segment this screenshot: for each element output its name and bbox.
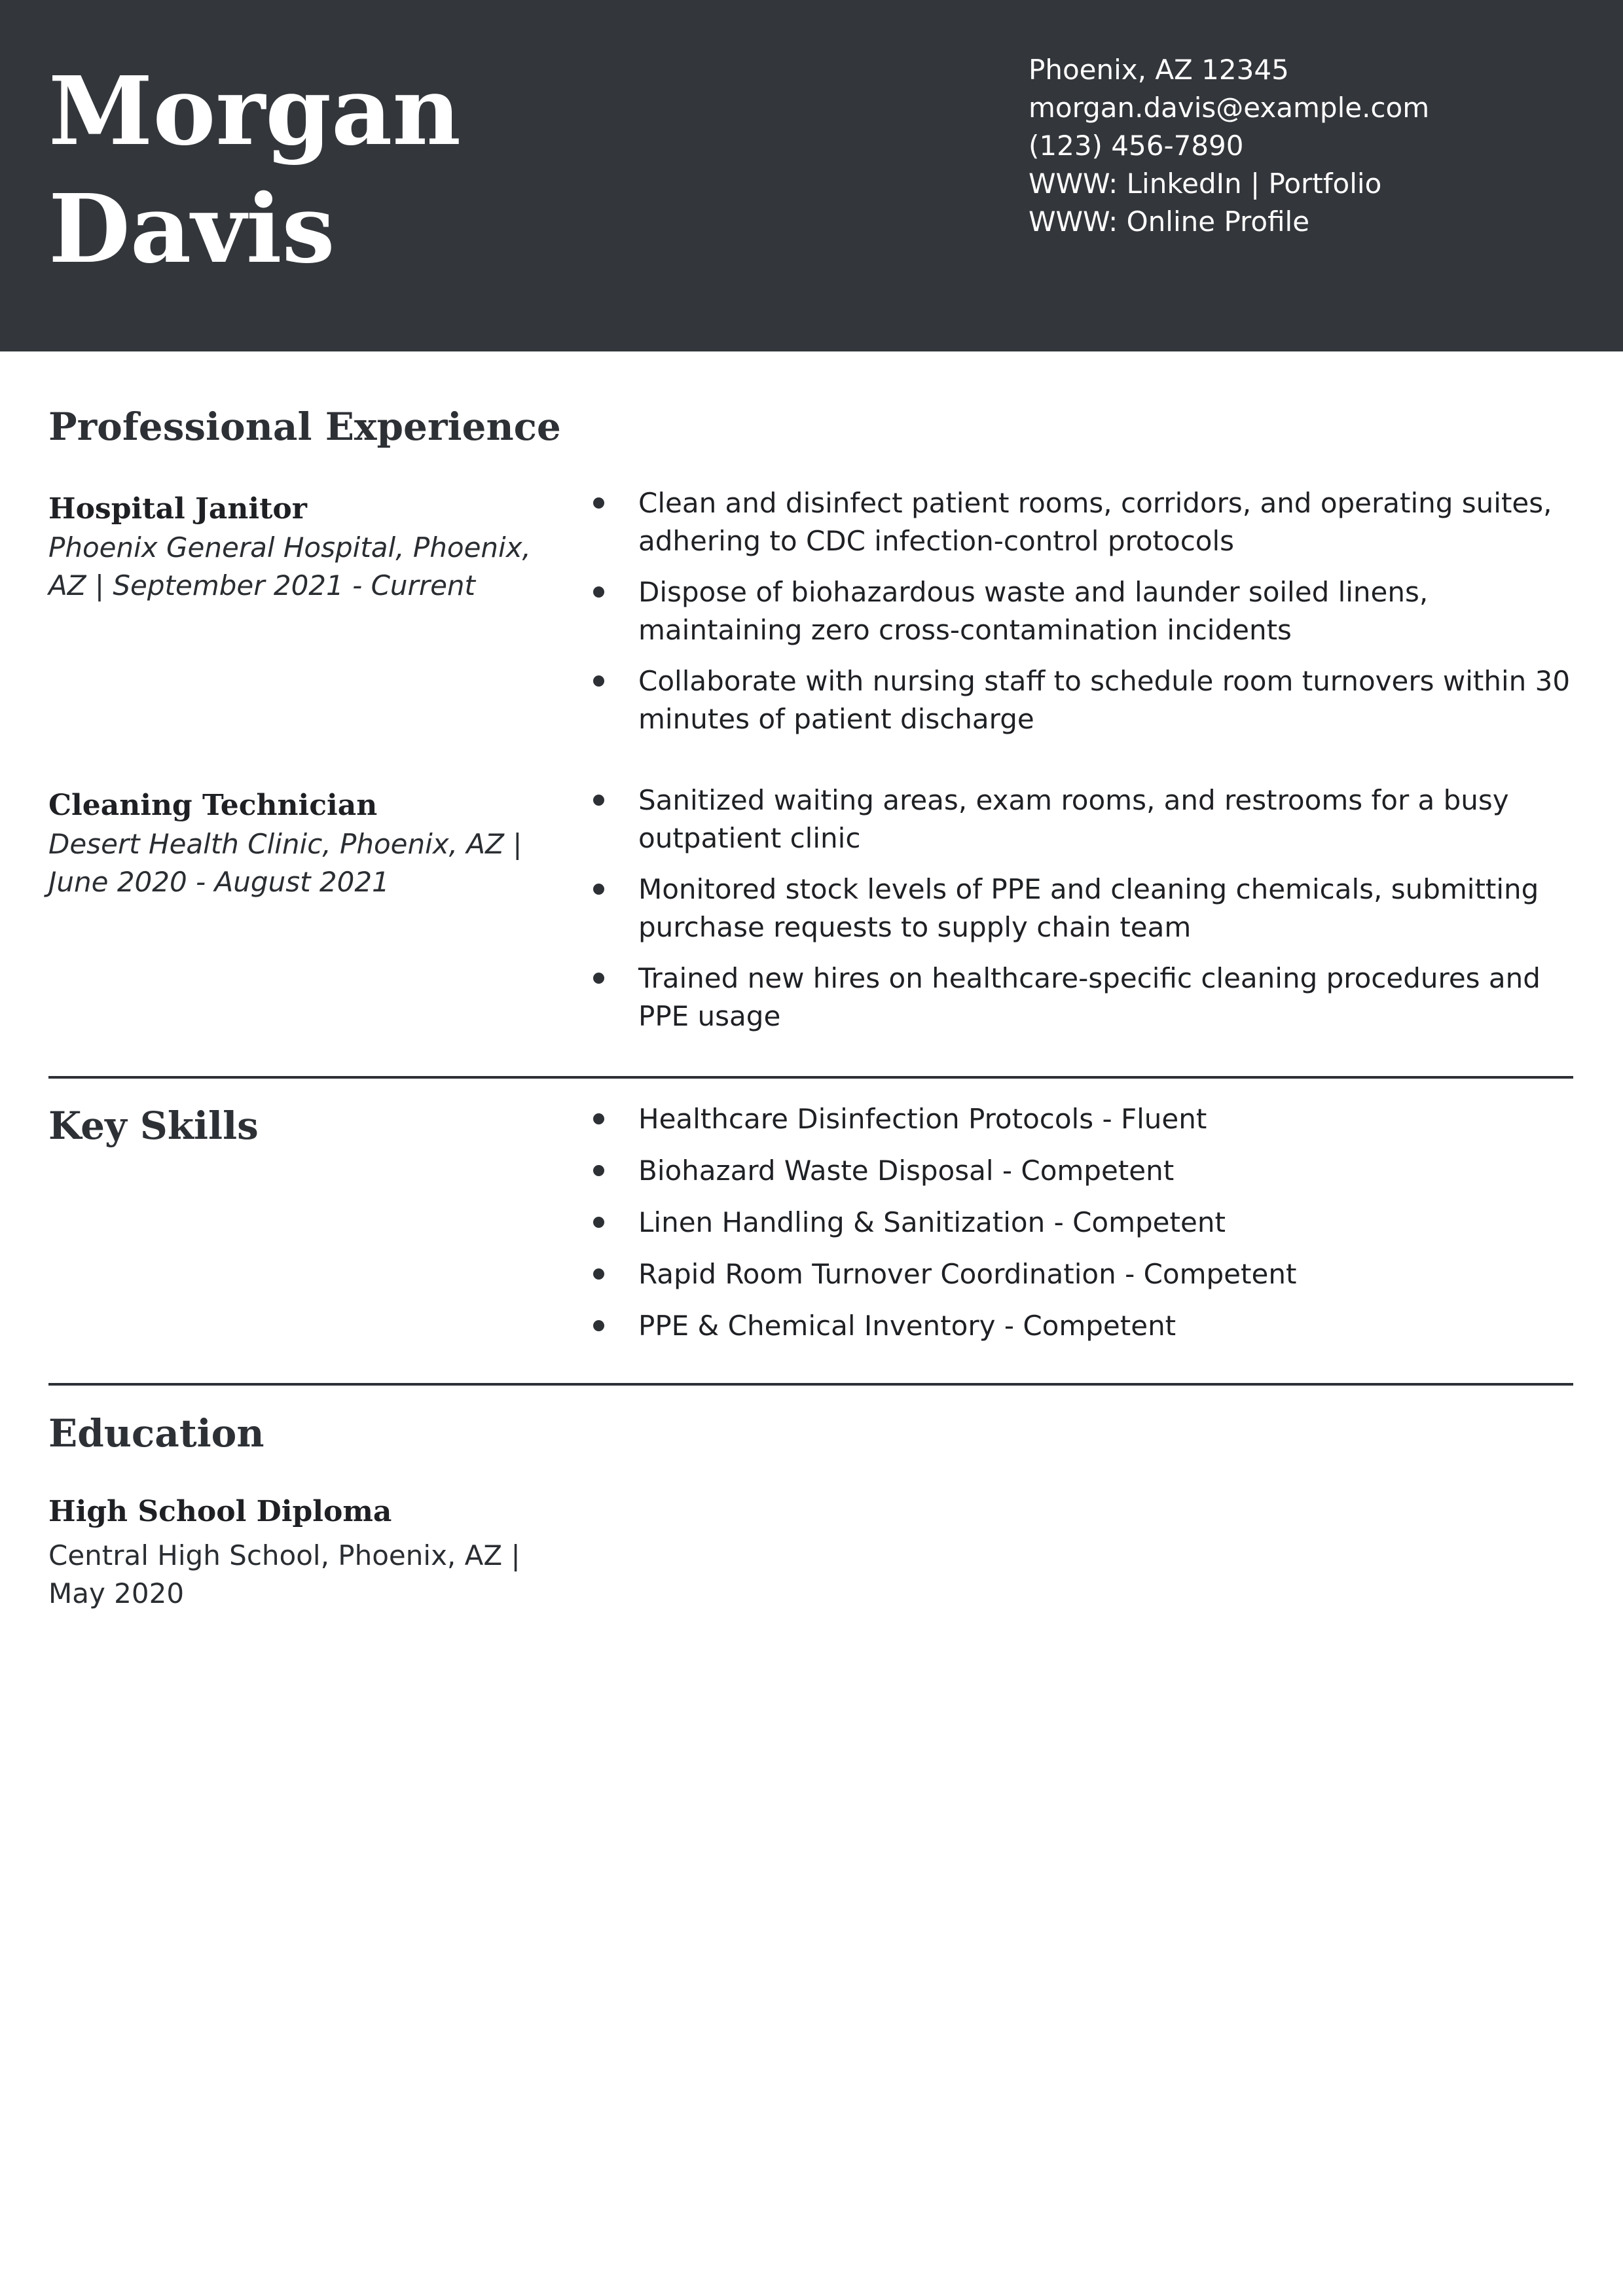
- bullet-icon: [593, 497, 604, 509]
- bullet-icon: [593, 1217, 604, 1228]
- skills-list: [589, 1100, 1575, 1359]
- job-1-bullets: [589, 484, 1575, 751]
- job-meta: [48, 529, 559, 605]
- contact-email[interactable]: morgan.davis@example.com: [1029, 92, 1430, 124]
- list-item: [589, 870, 1575, 946]
- education-degree: High School Diploma: [48, 1495, 392, 1528]
- list-item: [589, 1100, 1575, 1138]
- list-item: [589, 1255, 1575, 1293]
- skill-text: PPE & Chemical Inventory - Competent: [638, 1310, 1176, 1342]
- candidate-name: [48, 52, 461, 288]
- bullet-icon: [593, 1268, 604, 1280]
- job-meta: [48, 825, 559, 901]
- bullet-text: Dispose of biohazardous waste and launder soiled linens, maintaining zero cross-contamination incidents: [638, 576, 1429, 646]
- bullet-icon: [593, 675, 604, 687]
- job-1-summary: [48, 490, 559, 605]
- list-item: [589, 1307, 1575, 1345]
- skill-text: Linen Handling & Sanitization - Competent: [638, 1206, 1226, 1238]
- job-employer: Phoenix General Hospital: [48, 531, 396, 564]
- bullet-text: Clean and disinfect patient rooms, corridors, and operating suites, adhering to CDC infection-control protocols: [638, 487, 1552, 557]
- job-title: Hospital Janitor: [48, 492, 307, 526]
- job-location-dates: , Phoenix, AZ | September 2021 - Current: [48, 531, 531, 601]
- job-2-summary: [48, 786, 559, 901]
- job-location-dates: , Phoenix, AZ | June 2020 - August 2021: [48, 828, 522, 898]
- bullet-text: Collaborate with nursing staff to schedule room turnovers within 30 minutes of patient discharge: [638, 665, 1571, 735]
- contact-phone[interactable]: (123) 456-7890: [1029, 130, 1244, 162]
- skill-text: Healthcare Disinfection Protocols - Fluent: [638, 1103, 1207, 1135]
- contact-profile[interactable]: WWW: Online Profile: [1029, 206, 1310, 238]
- bullet-text: Sanitized waiting areas, exam rooms, and restrooms for a busy outpatient clinic: [638, 784, 1509, 854]
- list-item: [589, 573, 1575, 649]
- bullet-icon: [593, 795, 604, 806]
- contact-links[interactable]: WWW: LinkedIn | Portfolio: [1029, 168, 1382, 200]
- bullet-text: Monitored stock levels of PPE and cleaning chemicals, submitting purchase requests to supply chain team: [638, 873, 1539, 943]
- section-divider: [48, 1383, 1573, 1386]
- job-employer: Desert Health Clinic: [48, 828, 323, 860]
- education-details: Central High School, Phoenix, AZ | May 2020: [48, 1539, 520, 1609]
- contact-location: Phoenix, AZ 12345: [1029, 54, 1289, 86]
- bullet-icon: [593, 1113, 604, 1124]
- job-title: Cleaning Technician: [48, 789, 378, 822]
- skill-text: Rapid Room Turnover Coordination - Competent: [638, 1258, 1297, 1290]
- list-item: [589, 662, 1575, 738]
- bullet-icon: [593, 586, 604, 598]
- list-item: [589, 1204, 1575, 1242]
- first-name: Morgan: [48, 56, 461, 166]
- skills-heading: Key Skills: [48, 1103, 259, 1148]
- bullet-icon: [593, 973, 604, 984]
- bullet-icon: [593, 884, 604, 895]
- job-2-bullets: [589, 781, 1575, 1049]
- section-divider: [48, 1076, 1573, 1079]
- list-item: [589, 960, 1575, 1035]
- last-name: Davis: [48, 173, 335, 284]
- bullet-icon: [593, 1320, 604, 1331]
- list-item: [589, 1152, 1575, 1190]
- bullet-text: Trained new hires on healthcare-specific cleaning procedures and PPE usage: [638, 962, 1541, 1032]
- skill-text: Biohazard Waste Disposal - Competent: [638, 1155, 1175, 1187]
- experience-heading: Professional Experience: [48, 404, 561, 449]
- education-heading: Education: [48, 1411, 264, 1456]
- bullet-icon: [593, 1165, 604, 1176]
- list-item: [589, 781, 1575, 857]
- contact-info: [1029, 51, 1429, 241]
- resume-header: [0, 0, 1623, 351]
- list-item: [589, 484, 1575, 560]
